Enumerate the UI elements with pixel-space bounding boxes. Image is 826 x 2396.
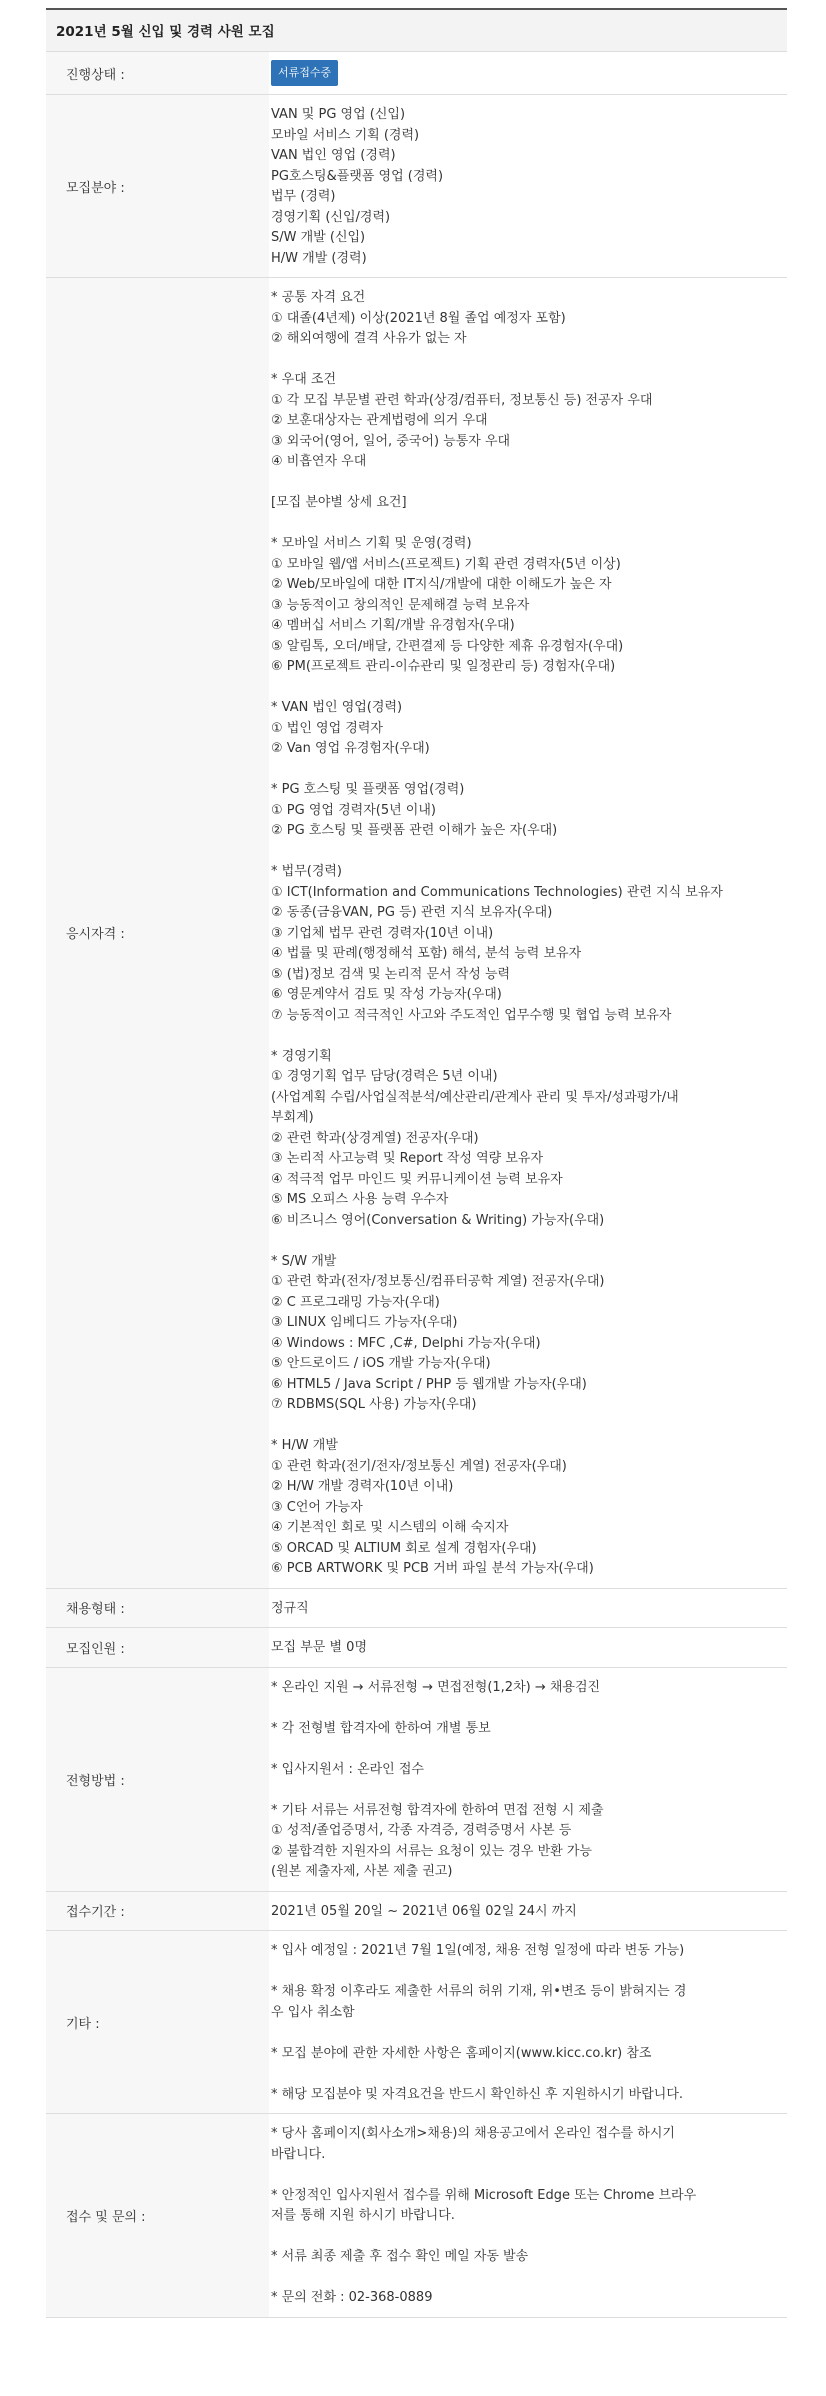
text-line: ⑤ MS 오피스 사용 능력 우수자 [271,1192,449,1207]
text-line: ② 해외여행에 결격 사유가 없는 자 [271,331,467,346]
text-line: ③ LINUX 임베디드 가능자(우대) [271,1315,458,1330]
text-line: VAN 법인 영업 (경력) [271,148,396,163]
status-value [269,52,787,95]
text-line: * H/W 개발 [271,1438,338,1453]
text-line: ⑤ (법)정보 검색 및 논리적 문서 작성 능력 [271,966,511,982]
row-status [46,52,787,95]
text-line [271,1780,777,1801]
text-line: ① 법인 영업 경력자 [271,720,383,736]
headcount-text: 모집 부문 별 0명 [271,1640,368,1655]
text-line: * 문의 전화 : 02-368-0889 [271,2290,433,2305]
text-line: ⑤ ORCAD 및 ALTIUM 회로 설계 경험자(우대) [271,1540,537,1556]
text-line: ⑤ 알림톡, 오더/배달, 간편결제 등 다양한 제휴 유경험자(우대) [271,638,624,654]
text-line [271,2023,777,2044]
employment-type-text: 정규직 [271,1600,309,1616]
text-line: ③ 능동적이고 창의적인 문제해결 능력 보유자 [271,597,530,613]
text-line [271,1026,777,1047]
text-line [271,760,777,781]
period-text: 2021년 05월 20일 ~ 2021년 06월 02일 24시 까지 [271,1903,577,1919]
text-line: ⑥ 영문계약서 검토 및 작성 가능자(우대) [271,987,502,1002]
text-line: ② 관련 학과(상경계열) 전공자(우대) [271,1130,479,1146]
text-line: ④ 법률 및 판례(행정해석 포함) 해석, 분석 능력 보유자 [271,946,582,961]
text-line: ④ 기본적인 회로 및 시스템의 이해 숙지자 [271,1520,509,1535]
text-line [271,1416,777,1437]
text-line: ① PG 영업 경력자(5년 이내) [271,802,436,818]
text-line [271,1231,777,1252]
text-line [271,514,777,535]
posting-table [46,52,787,2318]
text-line: 부회계) [271,1110,314,1125]
text-line: 우 입사 취소함 [271,2004,355,2020]
text-line: PG호스팅&플랫폼 영업 (경력) [271,168,444,184]
text-line [271,2064,777,2085]
text-line: (사업계획 수립/사업실적분석/예산관리/관계사 관리 및 투자/성과평가/내 [271,1089,679,1105]
text-line: * 입사 예정일 : 2021년 7월 1일(예정, 채용 전형 일정에 따라 변동 가능) [271,1943,685,1958]
text-line [271,678,777,699]
text-line [271,1962,777,1983]
text-line: ⑥ PCB ARTWORK 및 PCB 거버 파일 분석 가능자(우대) [271,1561,594,1576]
text-line: ⑤ 안드로이드 / iOS 개발 가능자(우대) [271,1356,491,1371]
job-posting [46,8,787,2318]
text-line: * 안정적인 입사지원서 접수를 위해 Microsoft Edge 또는 Chrome 브라우 [271,2187,697,2203]
text-line [271,2165,777,2186]
posting-title: 2021년 5월 신입 및 경력 사원 모집 [46,8,787,52]
text-line: * 채용 확정 이후라도 제출한 서류의 허위 기재, 위•변조 등이 밝혀지는 경 [271,1984,687,1999]
text-line: * 입사지원서 : 온라인 접수 [271,1761,424,1777]
text-line: 경영기획 (신입/경력) [271,209,391,225]
text-line: ① ICT(Information and Communications Technologies) 관련 지식 보유자 [271,884,723,900]
text-line: * 경영기획 [271,1048,332,1064]
text-line: * 서류 최종 제출 후 접수 확인 메일 자동 발송 [271,2249,529,2264]
text-line: 법무 (경력) [271,189,336,204]
row-period [46,1891,787,1931]
contact-value [269,2114,787,2318]
text-line [271,842,777,863]
text-line: ③ 외국어(영어, 일어, 중국어) 능통자 우대 [271,433,511,449]
row-process [46,1667,787,1891]
row-headcount [46,1628,787,1668]
text-line: ② 동종(금융VAN, PG 등) 관련 지식 보유자(우대) [271,905,553,920]
text-line: ⑦ 능동적이고 적극적인 사고와 주도적인 업무수행 및 협업 능력 보유자 [271,1007,672,1023]
text-line [271,2268,777,2289]
process-label: 전형방법 : [46,1667,269,1891]
text-line: VAN 및 PG 영업 (신입) [271,107,406,122]
text-line [271,2227,777,2248]
row-employment-type [46,1588,787,1628]
text-line: ② PG 호스팅 및 플랫폼 관련 이해가 높은 자(우대) [271,823,558,838]
employment-type-value [269,1588,787,1628]
text-line: * 법무(경력) [271,864,343,879]
text-line: * 온라인 지원 → 서류전형 → 면접전형(1,2차) → 채용검진 [271,1679,601,1695]
employment-type-label: 채용형태 : [46,1588,269,1628]
period-value [269,1891,787,1931]
fields-label: 모집분야 : [46,95,269,278]
process-value [269,1667,787,1891]
text-line: ① 관련 학과(전자/정보통신/컴퓨터공학 계열) 전공자(우대) [271,1274,605,1289]
text-line: ① 관련 학과(전기/전자/정보통신 계열) 전공자(우대) [271,1458,567,1474]
text-line: ② 불합격한 지원자의 서류는 요청이 있는 경우 반환 가능 [271,1843,592,1859]
text-line: ③ C언어 가능자 [271,1499,363,1515]
row-fields [46,95,787,278]
status-badge: 서류접수중 [271,60,338,86]
row-contact [46,2114,787,2318]
headcount-value [269,1628,787,1668]
qualifications-label: 응시자격 : [46,278,269,1589]
text-line: * 해당 모집분야 및 자격요건을 반드시 확인하신 후 지원하시기 바랍니다. [271,2086,684,2102]
etc-value [269,1931,787,2114]
text-line: 저를 통해 지원 하시기 바랍니다. [271,2208,455,2223]
text-line: S/W 개발 (신입) [271,230,366,245]
text-line: ① 대졸(4년제) 이상(2021년 8월 졸업 예정자 포함) [271,310,566,326]
text-line: ② Van 영업 유경험자(우대) [271,741,430,756]
text-line: * 공통 자격 요건 [271,290,366,305]
text-line: ② H/W 개발 경력자(10년 이내) [271,1479,454,1494]
text-line: ③ 논리적 사고능력 및 Report 작성 역량 보유자 [271,1151,544,1166]
text-line: * 기타 서류는 서류전형 합격자에 한하여 면접 전형 시 제출 [271,1802,604,1818]
text-line: ④ 적극적 업무 마인드 및 커뮤니케이션 능력 보유자 [271,1171,563,1187]
text-line: ⑥ PM(프로젝트 관리-이슈관리 및 일정관리 등) 경험자(우대) [271,659,616,674]
text-line: ② Web/모바일에 대한 IT지식/개발에 대한 이해도가 높은 자 [271,577,612,592]
text-line: ① 각 모집 부문별 관련 학과(상경/컴퓨터, 정보통신 등) 전공자 우대 [271,392,653,408]
text-line: 바랍니다. [271,2146,326,2162]
etc-label: 기타 : [46,1931,269,2114]
status-label: 진행상태 : [46,52,269,95]
text-line: (원본 제출자제, 사본 제출 권고) [271,1864,453,1879]
headcount-label: 모집인원 : [46,1628,269,1668]
text-line: * PG 호스팅 및 플랫폼 영업(경력) [271,782,465,797]
text-line [271,350,777,371]
fields-value [269,95,787,278]
text-line: H/W 개발 (경력) [271,250,367,266]
text-line: ① 성적/졸업증명서, 각종 자격증, 경력증명서 사본 등 [271,1823,572,1838]
text-line: ⑥ HTML5 / Java Script / PHP 등 웹개발 가능자(우대) [271,1376,587,1392]
text-line: [모집 분야별 상세 요건] [271,495,407,510]
row-etc [46,1931,787,2114]
text-line: * VAN 법인 영업(경력) [271,700,403,715]
period-label: 접수기간 : [46,1891,269,1931]
text-line: ④ 비흡연자 우대 [271,454,367,469]
text-line [271,1739,777,1760]
text-line: * 모바일 서비스 기획 및 운영(경력) [271,536,472,551]
text-line: ④ 멤버십 서비스 기획/개발 유경험자(우대) [271,618,515,633]
text-line: * 모집 분야에 관한 자세한 사항은 홈페이지(www.kicc.co.kr) 참조 [271,2045,652,2061]
text-line: ① 모바일 웹/앱 서비스(프로젝트) 기획 관련 경력자(5년 이상) [271,556,621,572]
contact-label: 접수 및 문의 : [46,2114,269,2318]
row-qualifications [46,278,787,1589]
qualifications-value [269,278,787,1589]
text-line: 모바일 서비스 기획 (경력) [271,127,420,143]
text-line: * S/W 개발 [271,1253,337,1269]
text-line: ③ 기업체 법무 관련 경력자(10년 이내) [271,925,494,941]
text-line: * 각 전형별 합격자에 한하여 개별 통보 [271,1720,491,1736]
text-line: ⑦ RDBMS(SQL 사용) 가능자(우대) [271,1397,477,1412]
text-line: ① 경영기획 업무 담당(경력은 5년 이내) [271,1069,498,1084]
text-line: ④ Windows : MFC ,C#, Delphi 가능자(우대) [271,1335,541,1351]
text-line [271,1698,777,1719]
text-line: ② C 프로그래밍 가능자(우대) [271,1294,440,1310]
text-line: ② 보훈대상자는 관계법령에 의거 우대 [271,413,488,428]
text-line [271,473,777,494]
text-line: ⑥ 비즈니스 영어(Conversation & Writing) 가능자(우대) [271,1212,605,1228]
text-line: * 당사 홈페이지(회사소개>채용)의 채용공고에서 온라인 접수를 하시기 [271,2126,675,2141]
text-line: * 우대 조건 [271,372,336,387]
